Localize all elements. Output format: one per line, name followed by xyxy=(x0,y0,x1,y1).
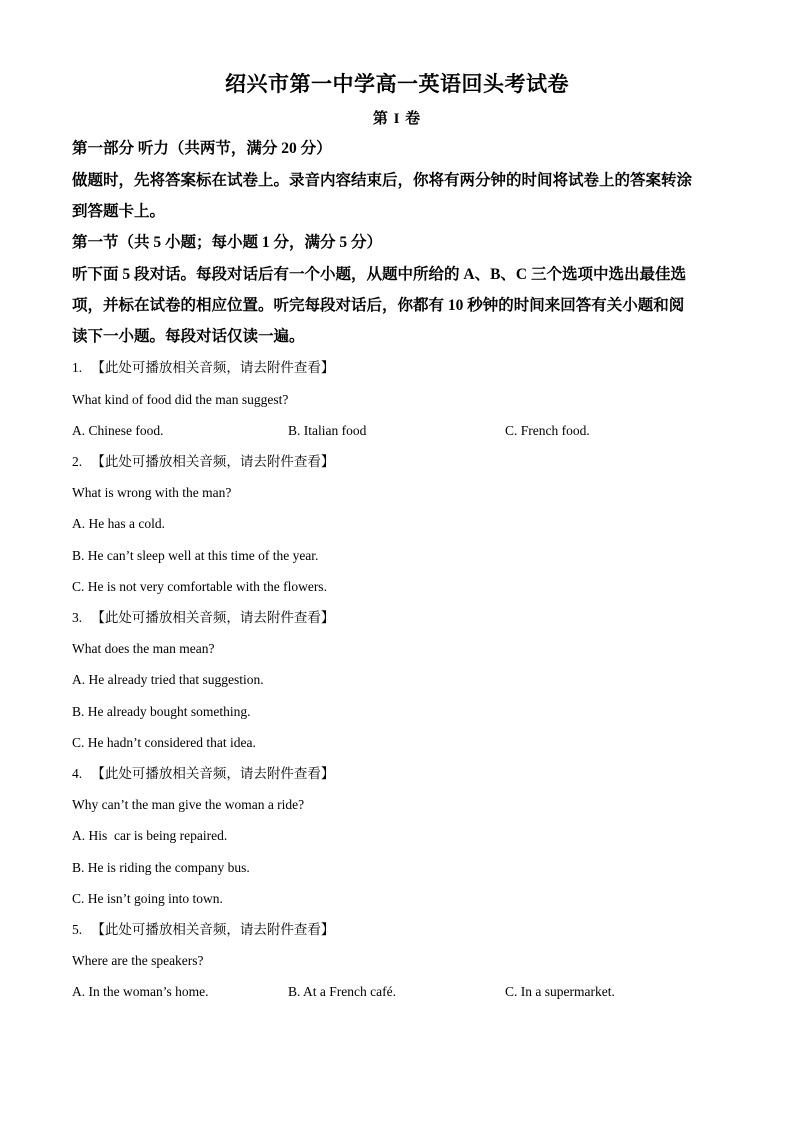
question-number: 2. xyxy=(72,454,83,469)
question-5-audio-line xyxy=(72,920,334,940)
question-5-option-c[interactable]: C. In a supermarket. xyxy=(505,984,615,999)
section1-instruction-line1: 听下面 5 段对话。每段对话后有一个小题，从题中所给的 A、B、C 三个选项中选出最佳选 xyxy=(72,266,686,283)
question-1-audio-line xyxy=(72,358,334,378)
section1-instruction-line2: 项，并标在试卷的相应位置。听完每段对话后，你都有 10 秒钟的时间来回答有关小题和阅 xyxy=(72,297,685,314)
question-2-option-c[interactable]: C. He is not very comfortable with the flowers. xyxy=(72,579,327,594)
question-number: 3. xyxy=(72,610,83,625)
question-3-option-c[interactable]: C. He hadn’t considered that idea. xyxy=(72,735,256,750)
question-3-option-a[interactable]: A. He already tried that suggestion. xyxy=(72,672,264,687)
question-5-option-b[interactable]: B. At a French café. xyxy=(288,984,396,999)
audio-note[interactable]: 【此处可播放相关音频，请去附件查看】 xyxy=(91,922,335,937)
question-2-text: What is wrong with the man? xyxy=(72,485,232,500)
question-3-text: What does the man mean? xyxy=(72,641,215,656)
question-4-text: Why can’t the man give the woman a ride? xyxy=(72,797,305,812)
volume-label: 第 I 卷 xyxy=(372,111,422,127)
page-title: 绍兴市第一中学高一英语回头考试卷 xyxy=(225,72,569,96)
question-3-option-b[interactable]: B. He already bought something. xyxy=(72,704,251,719)
question-4-option-b[interactable]: B. He is riding the company bus. xyxy=(72,860,250,875)
question-2-option-b[interactable]: B. He can’t sleep well at this time of the year. xyxy=(72,548,319,563)
audio-note[interactable]: 【此处可播放相关音频，请去附件查看】 xyxy=(91,766,335,781)
question-4-option-a[interactable]: A. His car is being repaired. xyxy=(72,828,228,843)
question-1-option-a[interactable]: A. Chinese food. xyxy=(72,423,164,438)
question-2-option-a[interactable]: A. He has a cold. xyxy=(72,516,165,531)
question-number: 4. xyxy=(72,766,83,781)
question-4-audio-line xyxy=(72,764,334,784)
question-number: 1. xyxy=(72,360,83,375)
question-1-option-b[interactable]: B. Italian food xyxy=(288,423,367,438)
question-2-audio-line xyxy=(72,452,334,472)
section1-instruction-line3: 读下一小题。每段对话仅读一遍。 xyxy=(72,328,305,345)
audio-note[interactable]: 【此处可播放相关音频，请去附件查看】 xyxy=(91,610,335,625)
question-1-text: What kind of food did the man suggest? xyxy=(72,392,289,407)
section1-heading: 第一节（共 5 小题；每小题 1 分，满分 5 分） xyxy=(72,234,383,251)
audio-note[interactable]: 【此处可播放相关音频，请去附件查看】 xyxy=(91,454,335,469)
question-3-audio-line xyxy=(72,608,334,628)
part1-instruction-line2: 到答题卡上。 xyxy=(72,203,166,220)
question-number: 5. xyxy=(72,922,83,937)
question-1-option-c[interactable]: C. French food. xyxy=(505,423,590,438)
part1-instruction-line1: 做题时，先将答案标在试卷上。录音内容结束后，你将有两分钟的时间将试卷上的答案转涂 xyxy=(72,172,693,189)
question-5-option-a[interactable]: A. In the woman’s home. xyxy=(72,984,209,999)
question-5-text: Where are the speakers? xyxy=(72,953,204,968)
part1-heading: 第一部分 听力（共两节，满分 20 分） xyxy=(72,140,332,157)
audio-note[interactable]: 【此处可播放相关音频，请去附件查看】 xyxy=(91,360,335,375)
question-4-option-c[interactable]: C. He isn’t going into town. xyxy=(72,891,223,906)
